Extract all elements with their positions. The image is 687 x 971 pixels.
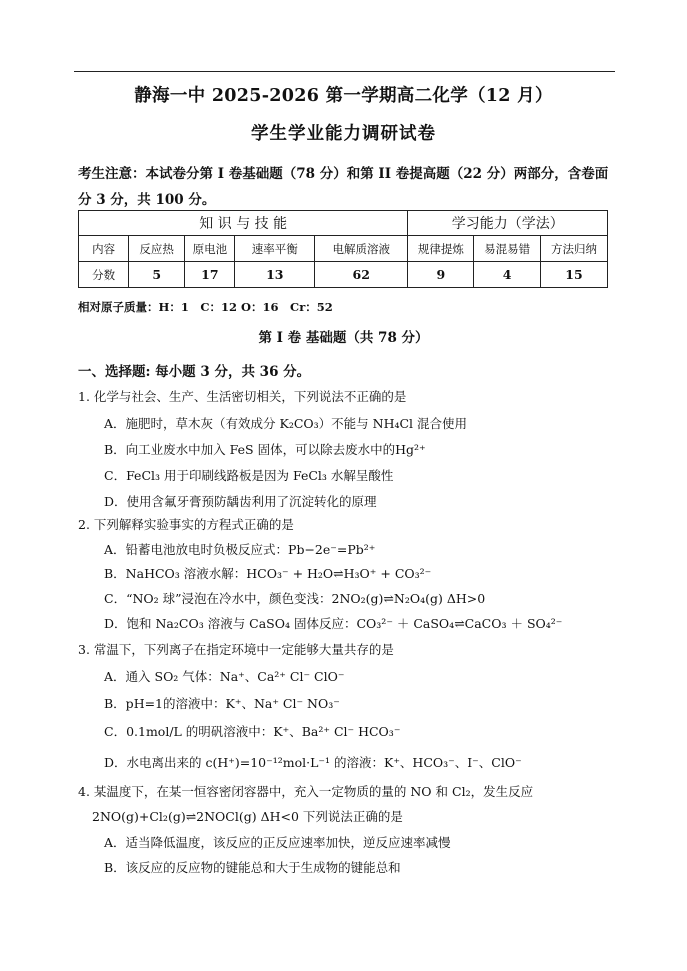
row-score-label: 分数: [79, 262, 129, 288]
column-header: 电解质溶液: [315, 236, 408, 262]
score-table: [78, 210, 608, 288]
q4-stem: 4. 某温度下，在某一恒容密闭容器中，充入一定物质的量的 NO 和 Cl₂，发生反应: [78, 784, 534, 799]
q1-option-c: C．FeCl₃ 用于印刷线路板是因为 FeCl₃ 水解呈酸性: [104, 468, 394, 483]
group-ability: 学习能力（学法）: [408, 211, 608, 236]
q4-stem-reaction: 2NO(g)+Cl₂(g)⇌2NOCl(g) ΔH<0 下列说法正确的是: [92, 809, 403, 824]
q1-stem: 1. 化学与社会、生产、生活密切相关，下列说法不正确的是: [78, 389, 407, 404]
exam-subtitle: 学生学业能力调研试卷: [251, 124, 436, 144]
q3-option-d: D．水电离出来的 c(H⁺)=10⁻¹²mol·L⁻¹ 的溶液：K⁺、HCO₃⁻、I⁻、ClO⁻: [104, 755, 522, 770]
score-cell: 5: [129, 262, 185, 288]
q2-stem: 2. 下列解释实验事实的方程式正确的是: [78, 517, 294, 532]
column-header: 方法归纳: [541, 236, 608, 262]
score-cell: 13: [235, 262, 315, 288]
exam-notice: 考生注意：本试卷分第 I 卷基础题（78 分）和第 II 卷提高题（22 分）两部分，含卷面分 3 分，共 100 分。: [78, 166, 609, 208]
column-header: 原电池: [185, 236, 235, 262]
atomic-mass: 相对原子质量：H：1 C：12 O：16 Cr：52: [78, 300, 333, 314]
q4-option-a: A．适当降低温度，该反应的正反应速率加快，逆反应速率减慢: [104, 835, 451, 850]
column-header: 速率平衡: [235, 236, 315, 262]
q1-option-d: D．使用含氟牙膏预防龋齿利用了沉淀转化的原理: [104, 494, 377, 509]
q3-option-a: A．通入 SO₂ 气体：Na⁺、Ca²⁺ Cl⁻ ClO⁻: [104, 669, 345, 684]
group-knowledge: 知 识 与 技 能: [79, 211, 408, 236]
part1-title: 第 I 卷 基础题（共 78 分）: [258, 330, 429, 346]
column-header: 反应热: [129, 236, 185, 262]
q2-option-d: D．饱和 Na₂CO₃ 溶液与 CaSO₄ 固体反应：CO₃²⁻ ＋ CaSO₄⇌CaCO₃ ＋ SO₄²⁻: [104, 616, 563, 631]
q1-option-b: B．向工业废水中加入 FeS 固体，可以除去废水中的Hg²⁺: [104, 442, 426, 457]
q1-option-a: A．施肥时，草木灰（有效成分 K₂CO₃）不能与 NH₄Cl 混合使用: [104, 416, 468, 431]
exam-title: 静海一中 2025-2026 第一学期高二化学（12 月）: [134, 86, 553, 106]
q4-option-b: B．该反应的反应物的键能总和大于生成物的键能总和: [104, 860, 401, 875]
row-content-label: 内容: [79, 236, 129, 262]
q2-option-b: B．NaHCO₃ 溶液水解：HCO₃⁻ + H₂O⇌H₃O⁺ + CO₃²⁻: [104, 566, 432, 581]
q3-option-b: B．pH=1的溶液中：K⁺、Na⁺ Cl⁻ NO₃⁻: [104, 696, 340, 711]
section1-title: 一、选择题: 每小题 3 分，共 36 分。: [78, 364, 311, 380]
q2-option-c: C．“NO₂ 球”浸泡在冷水中，颜色变浅：2NO₂(g)⇌N₂O₄(g) ΔH>0: [104, 591, 486, 606]
q3-option-c: C．0.1mol/L 的明矾溶液中：K⁺、Ba²⁺ Cl⁻ HCO₃⁻: [104, 724, 401, 739]
score-cell: 15: [541, 262, 608, 288]
score-cell: 17: [185, 262, 235, 288]
q2-option-a: A．铅蓄电池放电时负极反应式：Pb−2e⁻=Pb²⁺: [104, 542, 376, 557]
column-header: 规律提炼: [408, 236, 474, 262]
header-rule: [74, 71, 615, 72]
score-cell: 9: [408, 262, 474, 288]
score-cell: 4: [474, 262, 541, 288]
q3-stem: 3. 常温下，下列离子在指定环境中一定能够大量共存的是: [78, 642, 394, 657]
column-header: 易混易错: [474, 236, 541, 262]
score-cell: 62: [315, 262, 408, 288]
